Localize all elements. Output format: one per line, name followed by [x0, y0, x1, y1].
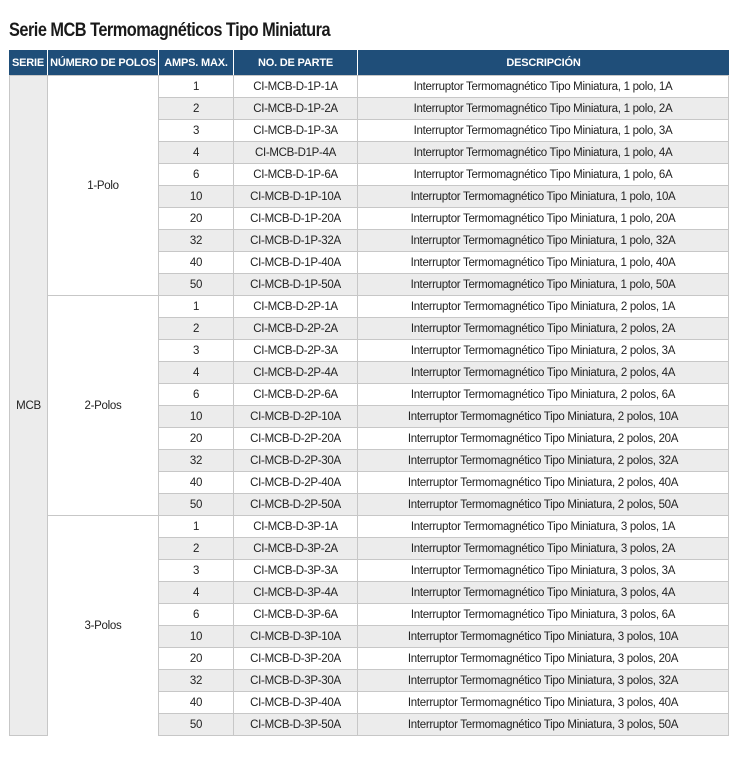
description-cell: Interruptor Termomagnético Tipo Miniatura, 2 polos, 20A: [357, 427, 729, 449]
page-title: Serie MCB Termomagnéticos Tipo Miniatura: [9, 20, 331, 41]
part-number-cell: CI-MCB-D-1P-1A: [233, 75, 357, 97]
description-cell: Interruptor Termomagnético Tipo Miniatura, 1 polo, 6A: [357, 163, 729, 185]
description-cell: Interruptor Termomagnético Tipo Miniatura, 3 polos, 50A: [357, 713, 729, 736]
description-cell: Interruptor Termomagnético Tipo Miniatura, 3 polos, 10A: [357, 625, 729, 647]
description-cell: Interruptor Termomagnético Tipo Miniatura, 3 polos, 1A: [357, 515, 729, 537]
amps-cell: 2: [158, 537, 233, 559]
amps-cell: 50: [158, 493, 233, 515]
amps-cell: 32: [158, 669, 233, 691]
header-serie: SERIE: [9, 50, 47, 75]
part-number-cell: CI-MCB-D-1P-32A: [233, 229, 357, 251]
amps-cell: 4: [158, 361, 233, 383]
part-number-cell: CI-MCB-D-3P-1A: [233, 515, 357, 537]
amps-cell: 20: [158, 427, 233, 449]
amps-cell: 40: [158, 251, 233, 273]
part-number-cell: CI-MCB-D-3P-40A: [233, 691, 357, 713]
description-cell: Interruptor Termomagnético Tipo Miniatura, 1 polo, 20A: [357, 207, 729, 229]
description-cell: Interruptor Termomagnético Tipo Miniatura, 2 polos, 40A: [357, 471, 729, 493]
description-cell: Interruptor Termomagnético Tipo Miniatura, 1 polo, 1A: [357, 75, 729, 97]
description-cell: Interruptor Termomagnético Tipo Miniatura, 2 polos, 4A: [357, 361, 729, 383]
part-number-cell: CI-MCB-D-1P-20A: [233, 207, 357, 229]
amps-cell: 3: [158, 559, 233, 581]
part-number-cell: CI-MCB-D-1P-2A: [233, 97, 357, 119]
part-number-cell: CI-MCB-D-3P-20A: [233, 647, 357, 669]
description-cell: Interruptor Termomagnético Tipo Miniatura, 3 polos, 40A: [357, 691, 729, 713]
part-number-cell: CI-MCB-D-3P-4A: [233, 581, 357, 603]
description-cell: Interruptor Termomagnético Tipo Miniatura, 3 polos, 6A: [357, 603, 729, 625]
part-number-cell: CI-MCB-D-3P-6A: [233, 603, 357, 625]
part-number-cell: CI-MCB-D-1P-50A: [233, 273, 357, 295]
amps-cell: 50: [158, 713, 233, 736]
amps-cell: 32: [158, 229, 233, 251]
part-number-cell: CI-MCB-D-2P-1A: [233, 295, 357, 317]
part-number-cell: CI-MCB-D-2P-50A: [233, 493, 357, 515]
description-cell: Interruptor Termomagnético Tipo Miniatura, 1 polo, 40A: [357, 251, 729, 273]
description-cell: Interruptor Termomagnético Tipo Miniatura, 1 polo, 2A: [357, 97, 729, 119]
description-cell: Interruptor Termomagnético Tipo Miniatura, 3 polos, 4A: [357, 581, 729, 603]
amps-cell: 2: [158, 317, 233, 339]
amps-cell: 2: [158, 97, 233, 119]
description-cell: Interruptor Termomagnético Tipo Miniatura, 1 polo, 32A: [357, 229, 729, 251]
amps-cell: 1: [158, 75, 233, 97]
part-number-cell: CI-MCB-D1P-4A: [233, 141, 357, 163]
header-part: NO. DE PARTE: [233, 50, 357, 75]
amps-cell: 10: [158, 405, 233, 427]
table-row: [9, 295, 729, 317]
part-number-cell: CI-MCB-D-2P-30A: [233, 449, 357, 471]
description-cell: Interruptor Termomagnético Tipo Miniatura, 2 polos, 6A: [357, 383, 729, 405]
amps-cell: 1: [158, 515, 233, 537]
description-cell: Interruptor Termomagnético Tipo Miniatura, 3 polos, 3A: [357, 559, 729, 581]
description-cell: Interruptor Termomagnético Tipo Miniatura, 1 polo, 10A: [357, 185, 729, 207]
description-cell: Interruptor Termomagnético Tipo Miniatura, 2 polos, 10A: [357, 405, 729, 427]
description-cell: Interruptor Termomagnético Tipo Miniatura, 3 polos, 2A: [357, 537, 729, 559]
description-cell: Interruptor Termomagnético Tipo Miniatura, 2 polos, 2A: [357, 317, 729, 339]
part-number-cell: CI-MCB-D-2P-4A: [233, 361, 357, 383]
product-table: [9, 50, 729, 736]
part-number-cell: CI-MCB-D-1P-10A: [233, 185, 357, 207]
amps-cell: 6: [158, 603, 233, 625]
part-number-cell: CI-MCB-D-2P-40A: [233, 471, 357, 493]
amps-cell: 4: [158, 581, 233, 603]
table-header-row: [9, 50, 729, 75]
header-desc: DESCRIPCIÓN: [357, 50, 729, 75]
poles-group-cell: 3-Polos: [47, 515, 158, 736]
serie-cell: MCB: [9, 75, 47, 736]
description-cell: Interruptor Termomagnético Tipo Miniatura, 1 polo, 4A: [357, 141, 729, 163]
description-cell: Interruptor Termomagnético Tipo Miniatura, 2 polos, 32A: [357, 449, 729, 471]
part-number-cell: CI-MCB-D-2P-10A: [233, 405, 357, 427]
description-cell: Interruptor Termomagnético Tipo Miniatura, 2 polos, 1A: [357, 295, 729, 317]
description-cell: Interruptor Termomagnético Tipo Miniatura, 2 polos, 50A: [357, 493, 729, 515]
part-number-cell: CI-MCB-D-3P-30A: [233, 669, 357, 691]
amps-cell: 20: [158, 647, 233, 669]
part-number-cell: CI-MCB-D-1P-40A: [233, 251, 357, 273]
part-number-cell: CI-MCB-D-1P-6A: [233, 163, 357, 185]
amps-cell: 3: [158, 119, 233, 141]
amps-cell: 20: [158, 207, 233, 229]
part-number-cell: CI-MCB-D-2P-3A: [233, 339, 357, 361]
part-number-cell: CI-MCB-D-3P-3A: [233, 559, 357, 581]
amps-cell: 6: [158, 383, 233, 405]
amps-cell: 32: [158, 449, 233, 471]
amps-cell: 10: [158, 625, 233, 647]
amps-cell: 6: [158, 163, 233, 185]
poles-group-cell: 1-Polo: [47, 75, 158, 295]
amps-cell: 40: [158, 691, 233, 713]
poles-group-cell: 2-Polos: [47, 295, 158, 515]
part-number-cell: CI-MCB-D-3P-2A: [233, 537, 357, 559]
amps-cell: 10: [158, 185, 233, 207]
amps-cell: 4: [158, 141, 233, 163]
description-cell: Interruptor Termomagnético Tipo Miniatura, 3 polos, 20A: [357, 647, 729, 669]
table-row: [9, 75, 729, 97]
header-polos: NÚMERO DE POLOS: [47, 50, 158, 75]
part-number-cell: CI-MCB-D-2P-2A: [233, 317, 357, 339]
amps-cell: 1: [158, 295, 233, 317]
description-cell: Interruptor Termomagnético Tipo Miniatura, 3 polos, 32A: [357, 669, 729, 691]
part-number-cell: CI-MCB-D-2P-6A: [233, 383, 357, 405]
amps-cell: 40: [158, 471, 233, 493]
table-body: [9, 75, 729, 736]
description-cell: Interruptor Termomagnético Tipo Miniatura, 2 polos, 3A: [357, 339, 729, 361]
amps-cell: 3: [158, 339, 233, 361]
header-amps: AMPS. MAX.: [158, 50, 233, 75]
part-number-cell: CI-MCB-D-1P-3A: [233, 119, 357, 141]
amps-cell: 50: [158, 273, 233, 295]
part-number-cell: CI-MCB-D-3P-10A: [233, 625, 357, 647]
part-number-cell: CI-MCB-D-3P-50A: [233, 713, 357, 736]
description-cell: Interruptor Termomagnético Tipo Miniatura, 1 polo, 3A: [357, 119, 729, 141]
table-row: [9, 515, 729, 537]
description-cell: Interruptor Termomagnético Tipo Miniatura, 1 polo, 50A: [357, 273, 729, 295]
part-number-cell: CI-MCB-D-2P-20A: [233, 427, 357, 449]
